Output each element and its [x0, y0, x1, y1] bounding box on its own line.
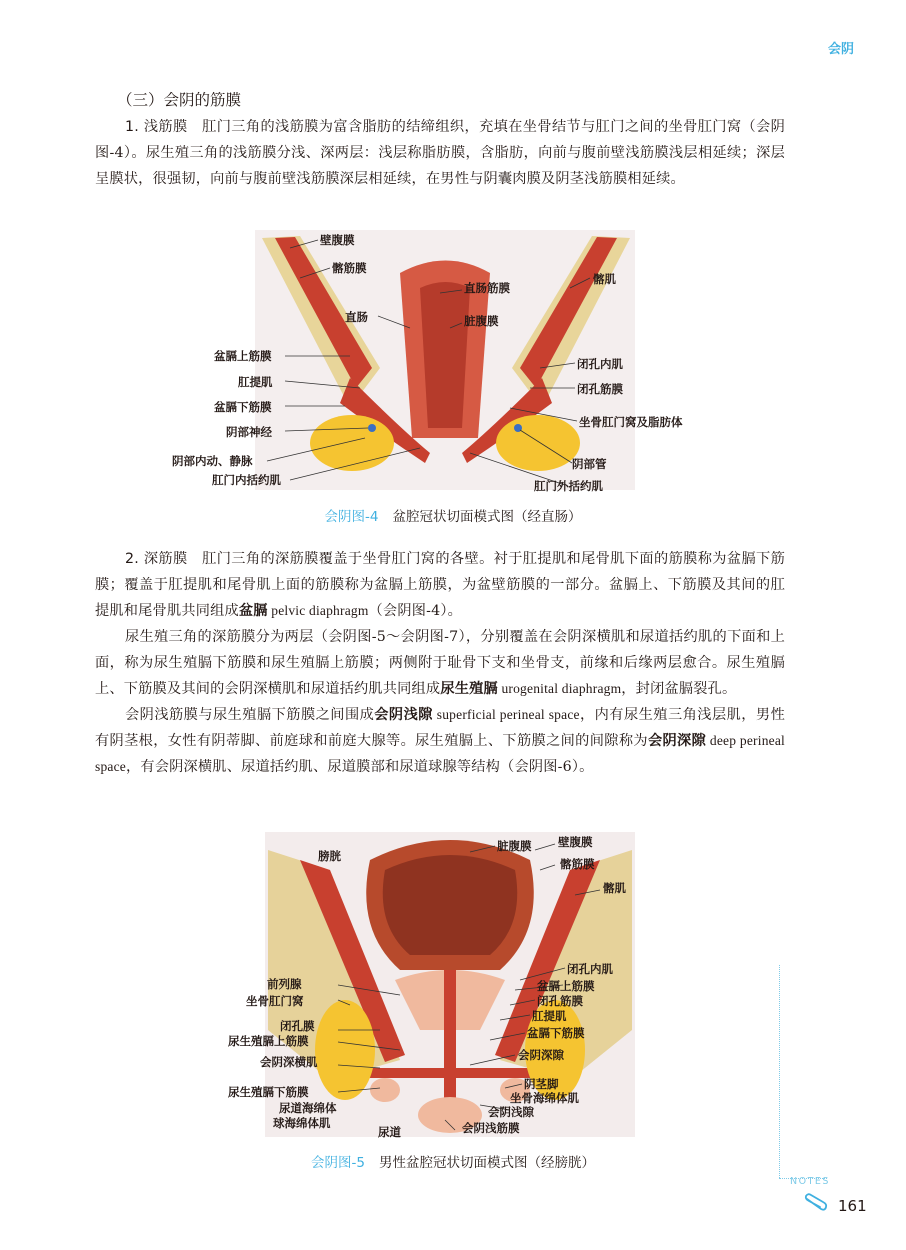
fig5-label: 阴茎脚 [524, 1077, 559, 1091]
fig4-label: 直肠筋膜 [464, 281, 510, 295]
fig5-label: 壁腹膜 [558, 835, 593, 849]
fig5-label: 球海绵体肌 [273, 1116, 331, 1130]
fig5-label: 肛提肌 [532, 1009, 567, 1023]
notes-label: NOTES [790, 1176, 830, 1187]
paragraph-superficial-fascia: 1. 浅筋膜 肛门三角的浅筋膜为富含脂肪的结缔组织，充填在坐骨结节与肛门之间的坐骨肛门窝（会阴图-4）。尿生殖三角的浅筋膜分浅、深两层：浅层称脂肪膜，含脂肪，向前与腹前壁浅筋膜浅层相延续；深层呈膜状，很强韧，向前与腹前壁浅筋膜深层相延续，在男性与阴囊肉膜及阴茎浅筋膜相延续。 [95, 119, 785, 187]
fig4-label: 直肠 [345, 310, 368, 324]
fig4-label: 坐骨肛门窝及脂肪体 [579, 415, 683, 429]
fig5-label: 髂肌 [603, 881, 626, 895]
fig5-label: 坐骨海绵体肌 [510, 1091, 579, 1105]
fig4-label: 闭孔筋膜 [577, 382, 623, 396]
fig5-label: 尿道 [378, 1125, 401, 1139]
fig4-label: 肛门外括约肌 [534, 479, 603, 493]
fig5-label: 盆膈下筋膜 [527, 1026, 585, 1040]
figure-5-diagram [0, 830, 906, 1142]
figure-4-caption: 会阴图-4 盆腔冠状切面模式图（经直肠） [324, 509, 582, 525]
main-text-2 [95, 546, 785, 780]
fig4-label: 阴部神经 [226, 425, 272, 439]
fig4-label: 肛提肌 [238, 375, 273, 389]
fig5-label: 膀胱 [318, 849, 341, 863]
fig4-label: 盆膈下筋膜 [214, 400, 272, 414]
figure-4-diagram [0, 228, 906, 498]
fig5-label: 坐骨肛门窝 [246, 994, 304, 1008]
fig4-label: 阴部内动、静脉 [172, 454, 253, 468]
paperclip-icon [803, 1193, 829, 1213]
fig4-label: 闭孔内肌 [577, 357, 623, 371]
fig5-label: 前列腺 [267, 977, 302, 991]
page-number: 161 [838, 1197, 867, 1215]
fig5-label: 闭孔筋膜 [537, 994, 583, 1008]
fig5-label: 会阴深隙 [518, 1048, 564, 1062]
section-title: （三）会阴的筋膜 [117, 91, 242, 109]
fig5-label: 会阴浅隙 [488, 1105, 534, 1119]
fig4-label: 肛门内括约肌 [212, 473, 281, 487]
paragraph-deep-fascia: 2. 深筋膜 肛门三角的深筋膜覆盖于坐骨肛门窝的各壁。衬于肛提肌和尾骨肌下面的筋膜称为盆膈下筋膜；覆盖于肛提肌和尾骨肌上面的筋膜称为盆膈上筋膜，为盆壁筋膜的一部分。盆膈上、下筋膜及其间的肛提肌和尾骨肌共同组成盆膈 pelvic diaphragm（会阴图-4）。 [95, 551, 785, 619]
paragraph-perineal-spaces: 会阴浅筋膜与尿生殖膈下筋膜之间围成会阴浅隙 superficial perineal space，内有尿生殖三角浅层肌，男性有阴茎根，女性有阴蒂脚、前庭球和前庭大腺等。尿生殖膈上、下筋膜之间的间隙称为会阴深隙 deep perineal space，有会阴深横肌、尿道括约肌、尿道膜部和尿道球腺等结构（会阴图-6）。 [95, 707, 785, 775]
fig4-label: 髂筋膜 [332, 261, 367, 275]
main-text [95, 88, 785, 192]
fig5-label: 髂筋膜 [560, 857, 595, 871]
figure-5-caption: 会阴图-5 男性盆腔冠状切面模式图（经膀胱） [311, 1155, 595, 1171]
fig5-label: 尿道海绵体 [279, 1101, 337, 1115]
paragraph-urogenital: 尿生殖三角的深筋膜分为两层（会阴图-5～会阴图-7），分别覆盖在会阴深横肌和尿道括约肌的下面和上面，称为尿生殖膈下筋膜和尿生殖膈上筋膜；两侧附于耻骨下支和坐骨支，前缘和后缘两层愈合。尿生殖膈上、下筋膜及其间的会阴深横肌和尿道括约肌共同组成尿生殖膈 urogenital diaphragm，封闭盆膈裂孔。 [95, 629, 785, 697]
fig4-label: 壁腹膜 [320, 233, 355, 247]
fig5-label: 会阴深横肌 [260, 1055, 318, 1069]
fig5-label: 脏腹膜 [497, 839, 532, 853]
fig5-label: 闭孔内肌 [567, 962, 613, 976]
fig5-label: 尿生殖膈下筋膜 [228, 1085, 309, 1099]
running-header: 会阴 [827, 42, 854, 57]
fig5-label: 会阴浅筋膜 [462, 1121, 520, 1135]
fig5-label: 闭孔膜 [280, 1019, 315, 1033]
fig4-label: 阴部管 [572, 457, 607, 471]
fig4-label: 盆膈上筋膜 [214, 349, 272, 363]
fig5-label: 盆膈上筋膜 [537, 979, 595, 993]
fig4-label: 髂肌 [593, 272, 616, 286]
notes-margin-line [779, 965, 780, 1178]
fig5-label: 尿生殖膈上筋膜 [228, 1034, 309, 1048]
fig4-label: 脏腹膜 [464, 314, 499, 328]
